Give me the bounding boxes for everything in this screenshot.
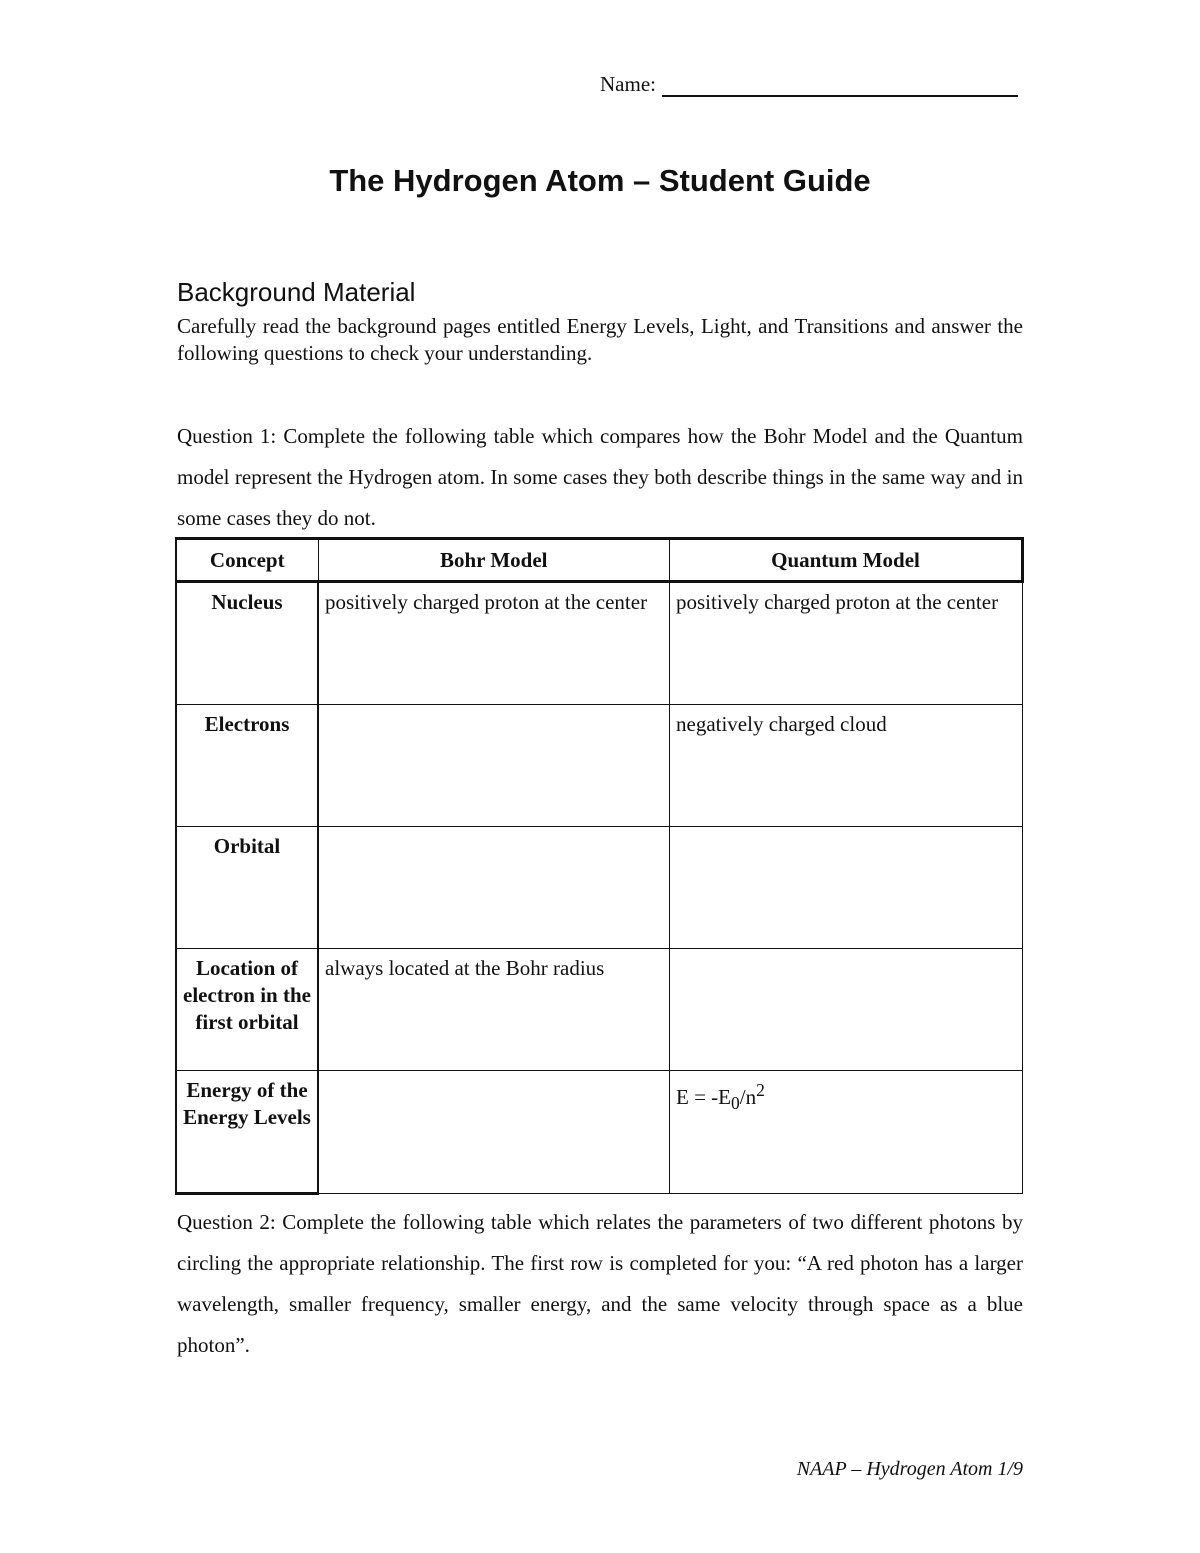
name-field: [600, 72, 1018, 97]
energy-formula-cell[interactable]: [670, 1071, 1023, 1194]
formula-subscript: 0: [731, 1093, 740, 1114]
page-title: The Hydrogen Atom – Student Guide: [329, 163, 871, 198]
concept-cell: Location of electron in the first orbital: [176, 949, 318, 1071]
intro-paragraph: Carefully read the background pages entitled Energy Levels, Light, and Transitions and answer the following questions to check your understanding.: [177, 314, 1023, 365]
quantum-cell[interactable]: [670, 827, 1023, 949]
page-footer: NAAP – Hydrogen Atom 1/9: [796, 1458, 1023, 1480]
concept-cell: Electrons: [176, 705, 318, 827]
quantum-cell[interactable]: negatively charged cloud: [670, 705, 1023, 827]
bohr-cell[interactable]: always located at the Bohr radius: [318, 949, 670, 1071]
question-1: Question 1: Complete the following table which compares how the Bohr Model and the Quantum model represent the Hydrogen atom. In some cases they both describe things in the same way and in some cases they do not.: [177, 424, 1023, 530]
concept-cell: Energy of the Energy Levels: [176, 1071, 318, 1194]
header-concept: Concept: [176, 539, 318, 582]
header-quantum-model: Quantum Model: [670, 539, 1023, 582]
comparison-table: [175, 537, 1024, 1195]
bohr-cell[interactable]: [318, 827, 670, 949]
table-header-row: [176, 539, 1023, 582]
table-row: [176, 1071, 1023, 1194]
concept-cell: Nucleus: [176, 582, 318, 705]
question-2: Question 2: Complete the following table which relates the parameters of two different photons by circling the appropriate relationship. The first row is completed for you: “A red photon has a larger wavelength, smaller frequency, smaller energy, and the same velocity through space as a blue photon”.: [177, 1210, 1023, 1357]
table-row: [176, 582, 1023, 705]
name-blank-line[interactable]: [662, 75, 1018, 97]
bohr-cell[interactable]: positively charged proton at the center: [318, 582, 670, 705]
name-label: Name:: [600, 72, 656, 96]
formula-prefix: E = -E: [676, 1085, 731, 1109]
formula-middle: /n: [739, 1085, 757, 1109]
quantum-cell[interactable]: positively charged proton at the center: [670, 582, 1023, 705]
header-bohr-model: Bohr Model: [318, 539, 670, 582]
quantum-cell[interactable]: [670, 949, 1023, 1071]
table-row: [176, 705, 1023, 827]
concept-cell: Orbital: [176, 827, 318, 949]
section-heading: Background Material: [177, 277, 416, 307]
table-row: [176, 827, 1023, 949]
table-row: [176, 949, 1023, 1071]
bohr-cell[interactable]: [318, 705, 670, 827]
bohr-cell[interactable]: [318, 1071, 670, 1194]
formula-superscript: 2: [756, 1080, 765, 1100]
